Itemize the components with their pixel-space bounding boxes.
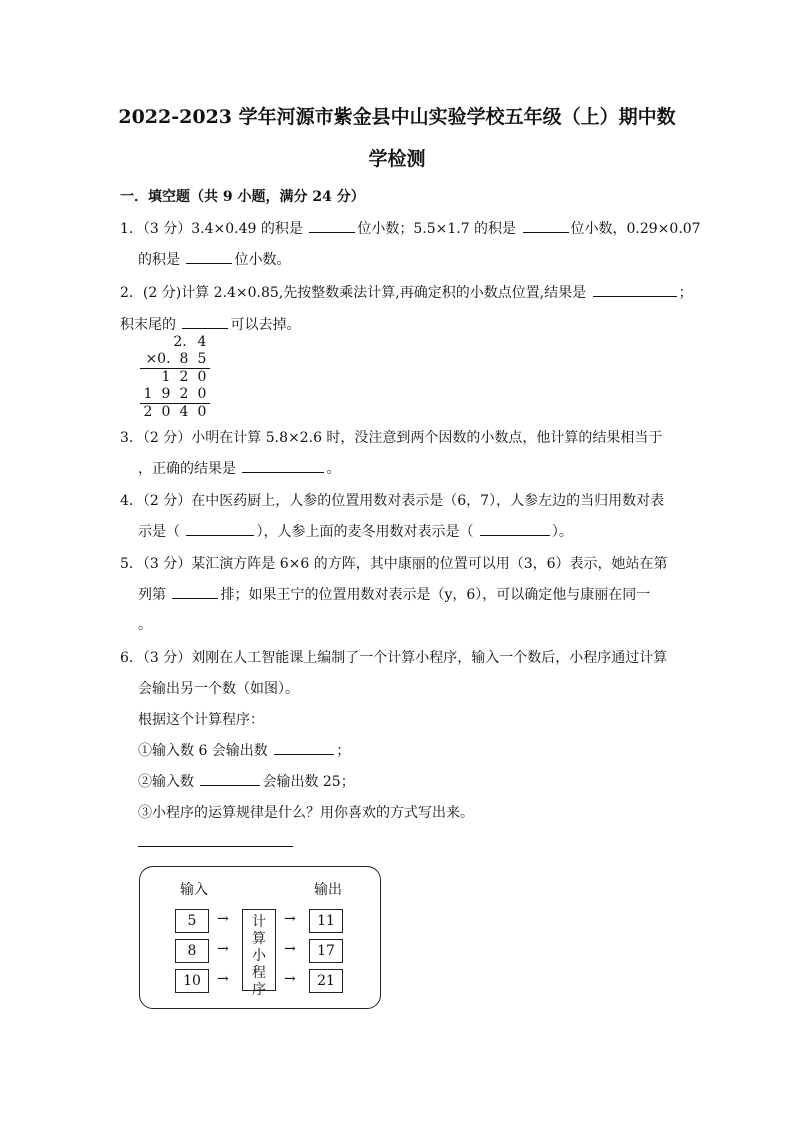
q6-line5 — [138, 771, 355, 791]
calc-row-4 — [140, 386, 210, 404]
arrow-right-icon: → — [284, 971, 296, 987]
page-title-line1: 2022-2023 学年河源市紫金县中山实验学校五年级（上）期中数 — [118, 106, 676, 128]
calc-digit: 4 — [179, 404, 189, 420]
q1-text-c: 位小数，0.29×0.07 — [570, 221, 701, 237]
program-diagram — [139, 866, 381, 1009]
q6-text-f: ③小程序的运算规律是什么？用你喜欢的方式写出来。 — [138, 805, 474, 821]
calc-digit: 2. — [173, 334, 187, 350]
q3-text-b: ，正确的结果是 — [138, 461, 236, 477]
program-char: 计 — [252, 914, 266, 930]
q4-text-c: ），人参上面的麦冬用数对表示是（ — [256, 524, 474, 540]
q3-text-a: 3．（2 分）小明在计算 5.8×2.6 时，没注意到两个因数的小数点，他计算的结果相当于 — [120, 430, 663, 446]
q5-text-b: 列第 — [138, 587, 166, 603]
calc-row-1 — [140, 334, 210, 351]
calc-row-2 — [140, 351, 210, 369]
q5-text-c: 排；如果王宁的位置用数对表示是（y，6），可以确定他与康丽在同一 — [220, 587, 651, 603]
q2-text-a: 2．(2 分)计算 2.4×0.85,先按整数乘法计算,再确定积的小数点位置,结果是 — [120, 285, 587, 301]
q1-line1 — [120, 218, 701, 238]
vertical-multiplication — [140, 334, 210, 421]
calc-digit: 0 — [197, 369, 207, 385]
q1-line2 — [138, 249, 290, 269]
program-char: 算 — [252, 931, 266, 947]
q4-blank-1[interactable] — [186, 521, 254, 536]
q4-blank-2[interactable] — [480, 521, 550, 536]
q5-line3 — [138, 614, 152, 634]
q1-blank-2[interactable] — [523, 218, 569, 233]
q6-blank-1[interactable] — [274, 740, 334, 755]
q3-blank-1[interactable] — [242, 458, 324, 473]
arrow-right-icon: → — [217, 971, 229, 987]
q5-text-a: 5．（3 分）某汇演方阵是 6×6 的方阵，其中康丽的位置可以用（3，6）表示，她站在第 — [120, 556, 668, 572]
section-heading: 一．填空题（共 9 小题，满分 24 分） — [120, 189, 365, 205]
q1-blank-1[interactable] — [309, 218, 355, 233]
q5-text-d: 。 — [138, 617, 152, 633]
q6-line1 — [120, 647, 667, 667]
calc-digit: 5 — [197, 351, 207, 367]
q6-line3 — [138, 709, 264, 729]
calc-digit: 0 — [161, 404, 171, 420]
q1-text-b: 位小数；5.5×1.7 的积是 — [357, 221, 517, 237]
input-box: 10 — [175, 969, 209, 993]
page-title-line2: 学检测 — [368, 148, 426, 170]
calc-digit: 9 — [161, 386, 171, 402]
q4-text-b: 示是（ — [138, 524, 180, 540]
program-char: 程 — [252, 965, 266, 981]
output-box: 17 — [309, 939, 343, 963]
q1-text-e: 位小数。 — [234, 252, 291, 268]
q6-text-e1: ②输入数 — [138, 774, 194, 790]
program-box — [242, 909, 276, 998]
q4-text-a: 4．（2 分）在中医药厨上，人参的位置用数对表示是（6，7），人参左边的当归用数对表 — [120, 493, 665, 509]
q6-text-c: 根据这个计算程序： — [138, 712, 264, 728]
program-char: 小 — [252, 948, 266, 964]
q1-blank-3[interactable] — [186, 249, 232, 264]
q2-blank-1[interactable] — [593, 282, 677, 297]
calc-digit: 1 — [161, 369, 171, 385]
calc-digit: 1 — [143, 386, 153, 402]
output-box: 21 — [309, 969, 343, 993]
q6-text-a: 6．（3 分）刘刚在人工智能课上编制了一个计算小程序，输入一个数后，小程序通过计算 — [120, 650, 668, 666]
q6-line2 — [138, 678, 299, 698]
q6-text-e2: 会输出数 25； — [262, 774, 355, 790]
q2-line1 — [120, 282, 693, 302]
calc-digit: 0 — [197, 386, 207, 402]
calc-digit: 2 — [179, 369, 189, 385]
q4-line1 — [120, 490, 664, 510]
input-box: 5 — [175, 909, 209, 933]
q6-text-d2: ； — [336, 743, 351, 759]
q3-text-c: 。 — [326, 461, 341, 477]
q6-answer-line[interactable] — [138, 846, 293, 847]
arrow-right-icon: → — [284, 911, 296, 927]
calc-digit: 2 — [143, 404, 153, 420]
arrow-right-icon: → — [284, 941, 296, 957]
q1-text-a: 1．（3 分）3.4×0.49 的积是 — [120, 221, 303, 237]
q2-text-b: ； — [678, 285, 693, 301]
program-char: 序 — [252, 982, 266, 998]
arrow-right-icon: → — [217, 911, 229, 927]
calc-digit: 2 — [179, 386, 189, 402]
q5-blank-1[interactable] — [172, 584, 218, 599]
arrow-right-icon: → — [217, 941, 229, 957]
q3-line2 — [138, 458, 340, 478]
output-box: 11 — [309, 909, 343, 933]
q6-text-b: 会输出另一个数（如图）。 — [138, 681, 299, 697]
q2-text-d: 可以去掉。 — [230, 317, 301, 333]
q6-line6 — [138, 802, 474, 822]
calc-row-5 — [140, 404, 210, 421]
output-label: 输出 — [314, 882, 342, 898]
q3-line1 — [120, 427, 662, 447]
input-box: 8 — [175, 939, 209, 963]
calc-digit: 0 — [197, 404, 207, 420]
q5-line2 — [138, 584, 650, 604]
q6-blank-2[interactable] — [200, 771, 260, 786]
q4-text-d: ）。 — [551, 524, 573, 540]
q4-line2 — [138, 521, 573, 541]
q6-text-d1: ①输入数 6 会输出数 — [138, 743, 268, 759]
calc-digit: ×0. — [145, 351, 171, 367]
q6-line4 — [138, 740, 350, 760]
q2-line2 — [120, 314, 300, 334]
calc-digit: 4 — [197, 334, 207, 350]
calc-digit: 8 — [179, 351, 189, 367]
input-label: 输入 — [180, 882, 208, 898]
q1-text-d: 的积是 — [138, 252, 180, 268]
q2-text-c: 积末尾的 — [120, 317, 176, 333]
q2-blank-2[interactable] — [182, 314, 228, 329]
calc-row-3 — [140, 369, 210, 386]
q5-line1 — [120, 553, 668, 573]
